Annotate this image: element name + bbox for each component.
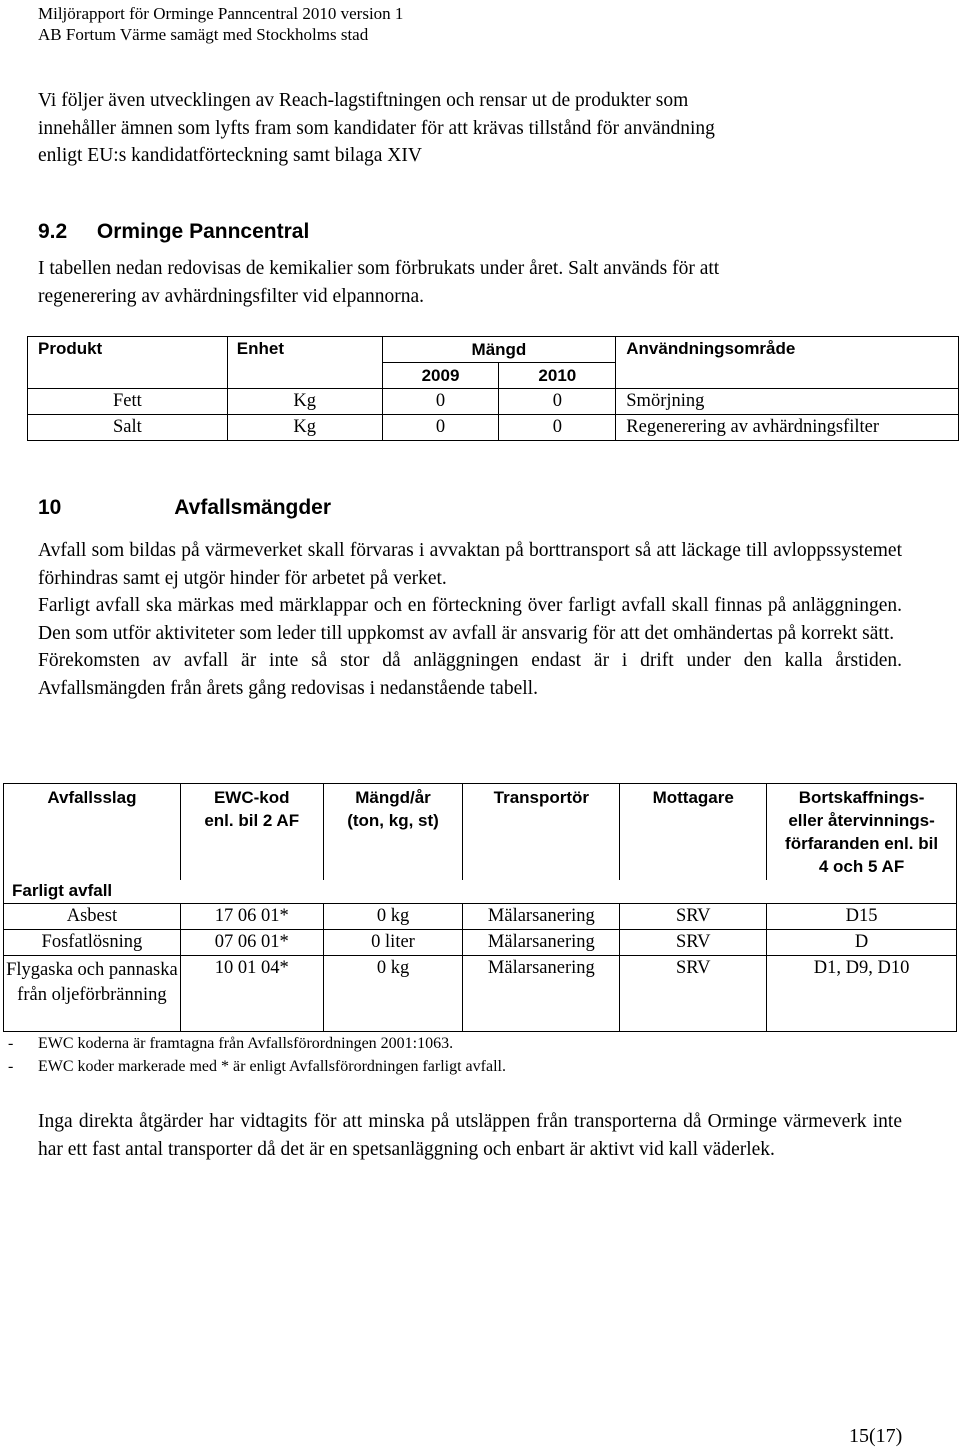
header-enhet: Enhet — [227, 337, 382, 389]
header-mottagare: Mottagare — [620, 784, 767, 880]
cell-transportor: Mälarsanering — [463, 956, 620, 1032]
document-header-company: AB Fortum Värme samägt med Stockholms stad — [38, 25, 369, 44]
cell-avfallsslag: Flygaska och pannaska från oljeförbränning — [4, 956, 181, 1032]
intro-line: innehåller ämnen som lyfts fram som kandidater för att krävas tillstånd för användning — [38, 117, 715, 139]
table-header-row — [4, 784, 957, 880]
cell-produkt: Fett — [28, 389, 228, 415]
header-2010: 2010 — [499, 363, 616, 389]
header-ewc — [180, 784, 323, 880]
header-line: enl. bil 2 AF — [204, 811, 300, 830]
cell-mangd: 0 kg — [323, 904, 463, 930]
cell-transportor: Mälarsanering — [463, 930, 620, 956]
cell-enhet: Kg — [227, 389, 382, 415]
section-title: Avfallsmängder — [174, 496, 332, 519]
table-row — [4, 904, 957, 930]
header-line: Bortskaffnings- — [798, 788, 925, 807]
footnote: - EWC koder markerade med * är enligt Avfallsförordningen farligt avfall. — [8, 1058, 506, 1075]
chemicals-table — [27, 336, 959, 441]
category-farligt-avfall: Farligt avfall — [4, 880, 957, 904]
table-row — [28, 389, 959, 415]
table-row — [4, 930, 957, 956]
section-title: Orminge Panncentral — [96, 220, 310, 243]
section-number: 10 — [38, 496, 62, 519]
footnote-text: EWC koder markerade med * är enligt Avfallsförordningen farligt avfall. — [38, 1058, 506, 1075]
header-line: eller återvinnings- — [788, 811, 935, 830]
category-row — [4, 880, 957, 904]
paragraph: Avfall som bildas på värmeverket skall förvaras i avvaktan på borttransport så att läckage till avloppssystemet förhindras samt ej utgör hinder för arbetet på verket. — [38, 540, 902, 589]
intro-line: enligt EU:s kandidatförteckning samt bilaga XIV — [38, 145, 422, 166]
header-line: förfaranden enl. bil — [785, 834, 939, 853]
section-number: 9.2 — [38, 220, 68, 243]
document-header-title: Miljörapport för Orminge Panncentral 2010 version 1 — [38, 4, 404, 23]
closing-paragraph: Inga direkta åtgärder har vidtagits för att minska på utsläppen från transporterna då Orminge värmeverk inte har ett fast antal transporter då det är en spetsanläggning och enbart är aktivt vid kall väderlek. — [38, 1111, 902, 1160]
header-mangd — [323, 784, 463, 880]
header-anvandning: Användningsområde — [616, 337, 959, 389]
cell-mangd: 0 liter — [323, 930, 463, 956]
cell-anvandning: Regenerering av avhärdningsfilter — [616, 415, 959, 441]
footnote-text: EWC koderna är framtagna från Avfallsförordningen 2001:1063. — [38, 1035, 454, 1052]
paragraph: Farligt avfall ska märkas med märklappar och en förteckning över farligt avfall skall finnas på anläggningen. Den som utför aktiviteter som leder till uppkomst av avfall är ansvarig för att det omhändertas på korrekt sätt. — [38, 595, 902, 644]
cell-2009: 0 — [382, 415, 499, 441]
cell-bortskaffning: D — [767, 930, 957, 956]
header-line: 4 och 5 AF — [818, 857, 905, 876]
cell-bortskaffning: D15 — [767, 904, 957, 930]
header-produkt: Produkt — [28, 337, 228, 389]
header-line: EWC-kod — [213, 788, 290, 807]
cell-mottagare: SRV — [620, 904, 767, 930]
cell-mangd: 0 kg — [323, 956, 463, 1032]
section-9-2-text — [38, 255, 902, 310]
cell-mottagare: SRV — [620, 930, 767, 956]
header-line: (ton, kg, st) — [347, 811, 439, 830]
section-heading-10 — [38, 496, 331, 520]
cell-transportor: Mälarsanering — [463, 904, 620, 930]
intro-paragraph — [38, 87, 902, 170]
header-transportor: Transportör — [463, 784, 620, 880]
cell-2010: 0 — [499, 389, 616, 415]
cell-mottagare: SRV — [620, 956, 767, 1032]
text-line: regenerering av avhärdningsfilter vid elpannorna. — [38, 285, 425, 307]
section-10-text — [38, 537, 902, 702]
cell-bortskaffning: D1, D9, D10 — [767, 956, 957, 1032]
header-2009: 2009 — [382, 363, 499, 389]
cell-ewc: 07 06 01* — [180, 930, 323, 956]
waste-table — [3, 783, 957, 1032]
cell-ewc: 17 06 01* — [180, 904, 323, 930]
footnote: - EWC koderna är framtagna från Avfallsförordningen 2001:1063. — [8, 1035, 454, 1052]
cell-2010: 0 — [499, 415, 616, 441]
cell-avfallsslag: Asbest — [4, 904, 181, 930]
paragraph: Förekomsten av avfall är inte så stor då anläggningen endast är i drift under den kalla årstiden. Avfallsmängden från årets gång redovisas i nedanstående tabell. — [38, 650, 902, 699]
page-number: 15(17) — [849, 1425, 903, 1447]
cell-anvandning: Smörjning — [616, 389, 959, 415]
table-header-row — [28, 337, 959, 363]
header-mangd: Mängd — [382, 337, 616, 363]
intro-line: Vi följer även utvecklingen av Reach-lagstiftningen och rensar ut de produkter som — [38, 90, 689, 111]
cell-produkt: Salt — [28, 415, 228, 441]
text-line: I tabellen nedan redovisas de kemikalier som förbrukats under året. Salt används för att — [38, 258, 720, 279]
cell-avfallsslag: Fosfatlösning — [4, 930, 181, 956]
table-row — [4, 956, 957, 1032]
header-bortskaffning — [767, 784, 957, 880]
header-line: Mängd/år — [355, 788, 431, 807]
section-heading-9-2 — [38, 220, 309, 244]
cell-enhet: Kg — [227, 415, 382, 441]
cell-ewc: 10 01 04* — [180, 956, 323, 1032]
cell-2009: 0 — [382, 389, 499, 415]
header-avfallsslag: Avfallsslag — [4, 784, 181, 880]
table-row — [28, 415, 959, 441]
